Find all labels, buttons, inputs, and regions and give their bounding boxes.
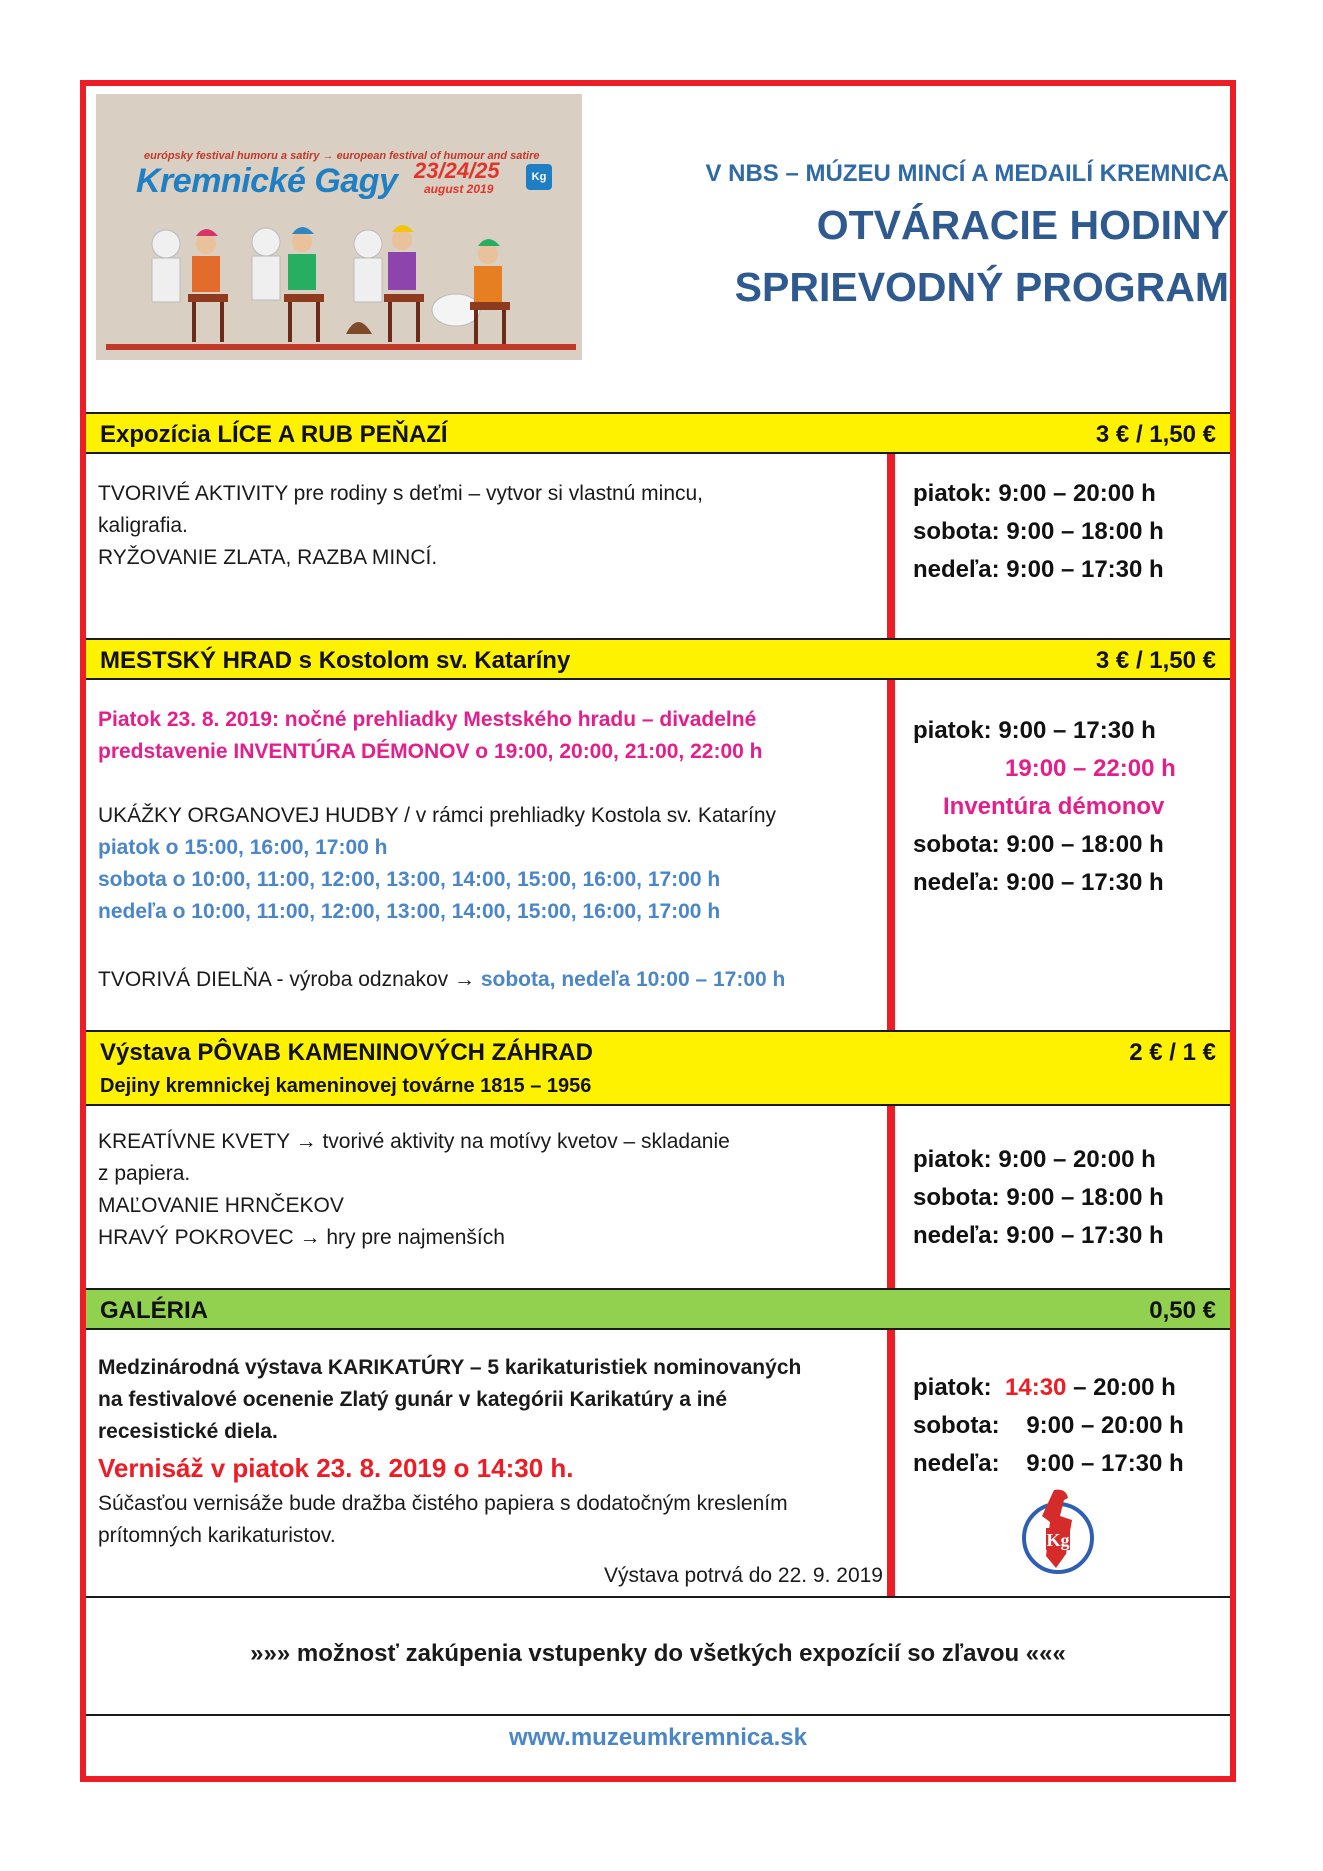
friday-label: piatok: xyxy=(913,1374,992,1401)
section-2-hours-friday-evening: 19:00 – 22:00 h xyxy=(1005,755,1176,782)
section-1-text-line-3: RYŽOVANIE ZLATA, RAZBA MINCÍ. xyxy=(98,546,438,569)
website-link[interactable]: www.muzeumkremnica.sk xyxy=(509,1724,807,1751)
section-4-price: 0,50 € xyxy=(1149,1297,1216,1324)
section-2-title: MESTSKÝ HRAD s Kostolom sv. Kataríny xyxy=(100,647,571,674)
night-tour-line-2: predstavenie INVENTÚRA DÉMONOV o 19:00, 20:00, 21:00, 22:00 h xyxy=(98,740,763,763)
gallery-text-line-3: recesistické diela. xyxy=(98,1420,278,1443)
divider-3 xyxy=(887,1106,895,1288)
section-3-hours-sunday: nedeľa: 9:00 – 17:30 h xyxy=(913,1222,1164,1249)
festival-banner xyxy=(96,94,582,360)
section-3-text-line-4: HRAVÝ POKROVEC → hry pre najmenších xyxy=(98,1226,505,1249)
festival-dates: 23/24/25 xyxy=(414,158,500,183)
museum-name: V NBS – MÚZEU MINCÍ A MEDAILÍ KREMNICA xyxy=(705,160,1229,187)
section-1-hours-saturday: sobota: 9:00 – 18:00 h xyxy=(913,518,1164,545)
section-4-hours-saturday: sobota: 9:00 – 20:00 h xyxy=(913,1412,1184,1439)
exhibition-until: Výstava potrvá do 22. 9. 2019 xyxy=(603,1564,883,1587)
section-2-hours-sunday: nedeľa: 9:00 – 17:30 h xyxy=(913,869,1164,896)
night-tour-line-1: Piatok 23. 8. 2019: nočné prehliadky Mestského hradu – divadelné xyxy=(98,708,757,731)
festival-mini-logo: Kg xyxy=(526,164,552,190)
section-3-price: 2 € / 1 € xyxy=(1129,1039,1216,1066)
vernissage-notice: Vernisáž v piatok 23. 8. 2019 o 14:30 h. xyxy=(98,1453,574,1483)
section-2-price: 3 € / 1,50 € xyxy=(1095,647,1216,674)
workshop-line xyxy=(98,964,785,996)
organ-times-sunday: nedeľa o 10:00, 11:00, 12:00, 13:00, 14:00, 15:00, 16:00, 17:00 h xyxy=(98,900,721,923)
section-4-bottom-line xyxy=(86,1596,1230,1598)
divider-4 xyxy=(887,1330,895,1596)
gallery-text-line-2: na festivalové ocenenie Zlatý gunár v kategórii Karikatúry a iné xyxy=(98,1388,728,1411)
organ-intro: UKÁŽKY ORGANOVEJ HUDBY / v rámci prehliadky Kostola sv. Kataríny xyxy=(98,804,777,827)
section-3-bar xyxy=(86,1030,1230,1106)
section-3-text-line-2: z papiera. xyxy=(98,1162,191,1185)
kg-logo-text: Kg xyxy=(1046,1530,1070,1550)
section-2-bar xyxy=(86,638,1230,680)
section-1-text-line-1: TVORIVÉ AKTIVITY pre rodiny s deťmi – vytvor si vlastnú mincu, xyxy=(98,482,704,505)
organ-times-saturday: sobota o 10:00, 11:00, 12:00, 13:00, 14:00, 15:00, 16:00, 17:00 h xyxy=(98,868,721,891)
festival-tagline: európsky festival humoru a satiry → european festival of humour and satire xyxy=(144,150,540,162)
section-1-bar xyxy=(86,412,1230,454)
page-title-program: SPRIEVODNÝ PROGRAM xyxy=(734,264,1229,310)
section-2-hours-saturday: sobota: 9:00 – 18:00 h xyxy=(913,831,1164,858)
section-3-text-line-3: MAĽOVANIE HRNČEKOV xyxy=(98,1194,344,1217)
festival-name: Kremnické Gagy xyxy=(136,162,398,200)
section-3-subtitle: Dejiny kremnickej kameninovej továrne 1815 – 1956 xyxy=(100,1075,592,1097)
page-title-opening-hours: OTVÁRACIE HODINY xyxy=(816,202,1229,248)
kg-logo xyxy=(1020,1486,1096,1582)
friday-start-time: 14:30 xyxy=(1005,1374,1067,1401)
friday-end-time: – 20:00 h xyxy=(1073,1374,1176,1401)
section-3-text-line-1: KREATÍVNE KVETY → tvorivé aktivity na motívy kvetov – skladanie xyxy=(98,1130,730,1153)
auction-line-2: prítomných karikaturistov. xyxy=(98,1524,336,1547)
embroidery-figures-image xyxy=(96,214,582,360)
section-2-friday-event: Inventúra démonov xyxy=(943,793,1165,820)
section-1-title: Expozícia LÍCE A RUB PEŇAZÍ xyxy=(100,421,448,448)
section-1-hours-sunday: nedeľa: 9:00 – 17:30 h xyxy=(913,556,1164,583)
section-1-text-line-2: kaligrafia. xyxy=(98,514,188,537)
divider-2 xyxy=(887,680,895,1030)
section-4-hours-sunday: nedeľa: 9:00 – 17:30 h xyxy=(913,1450,1184,1477)
section-4-bar xyxy=(86,1288,1230,1330)
section-3-title: Výstava PÔVAB KAMENINOVÝCH ZÁHRAD xyxy=(100,1039,593,1066)
gallery-text-line-1: Medzinárodná výstava KARIKATÚRY – 5 karikaturistiek nominovaných xyxy=(98,1356,802,1379)
auction-line-1: Súčasťou vernisáže bude dražba čistého papiera s dodatočným kreslením xyxy=(98,1492,788,1515)
festival-month: august 2019 xyxy=(424,182,494,196)
workshop-label: TVORIVÁ DIELŇA - výroba odznakov → xyxy=(98,968,475,991)
workshop-time: sobota, nedeľa 10:00 – 17:00 h xyxy=(480,968,786,991)
organ-times-friday: piatok o 15:00, 16:00, 17:00 h xyxy=(98,836,388,859)
section-4-title: GALÉRIA xyxy=(100,1297,208,1324)
divider-1 xyxy=(887,454,895,638)
section-3-hours-friday: piatok: 9:00 – 20:00 h xyxy=(913,1146,1156,1173)
discount-notice: »»» možnosť zakúpenia vstupenky do všetkých expozícií so zľavou ««« xyxy=(250,1640,1066,1667)
section-4-hours-friday xyxy=(913,1369,1176,1407)
section-2-hours-friday: piatok: 9:00 – 17:30 h xyxy=(913,717,1156,744)
section-1-hours-friday: piatok: 9:00 – 20:00 h xyxy=(913,480,1156,507)
section-1-price: 3 € / 1,50 € xyxy=(1095,421,1216,448)
section-3-hours-saturday: sobota: 9:00 – 18:00 h xyxy=(913,1184,1164,1211)
footer-separator xyxy=(86,1714,1230,1716)
